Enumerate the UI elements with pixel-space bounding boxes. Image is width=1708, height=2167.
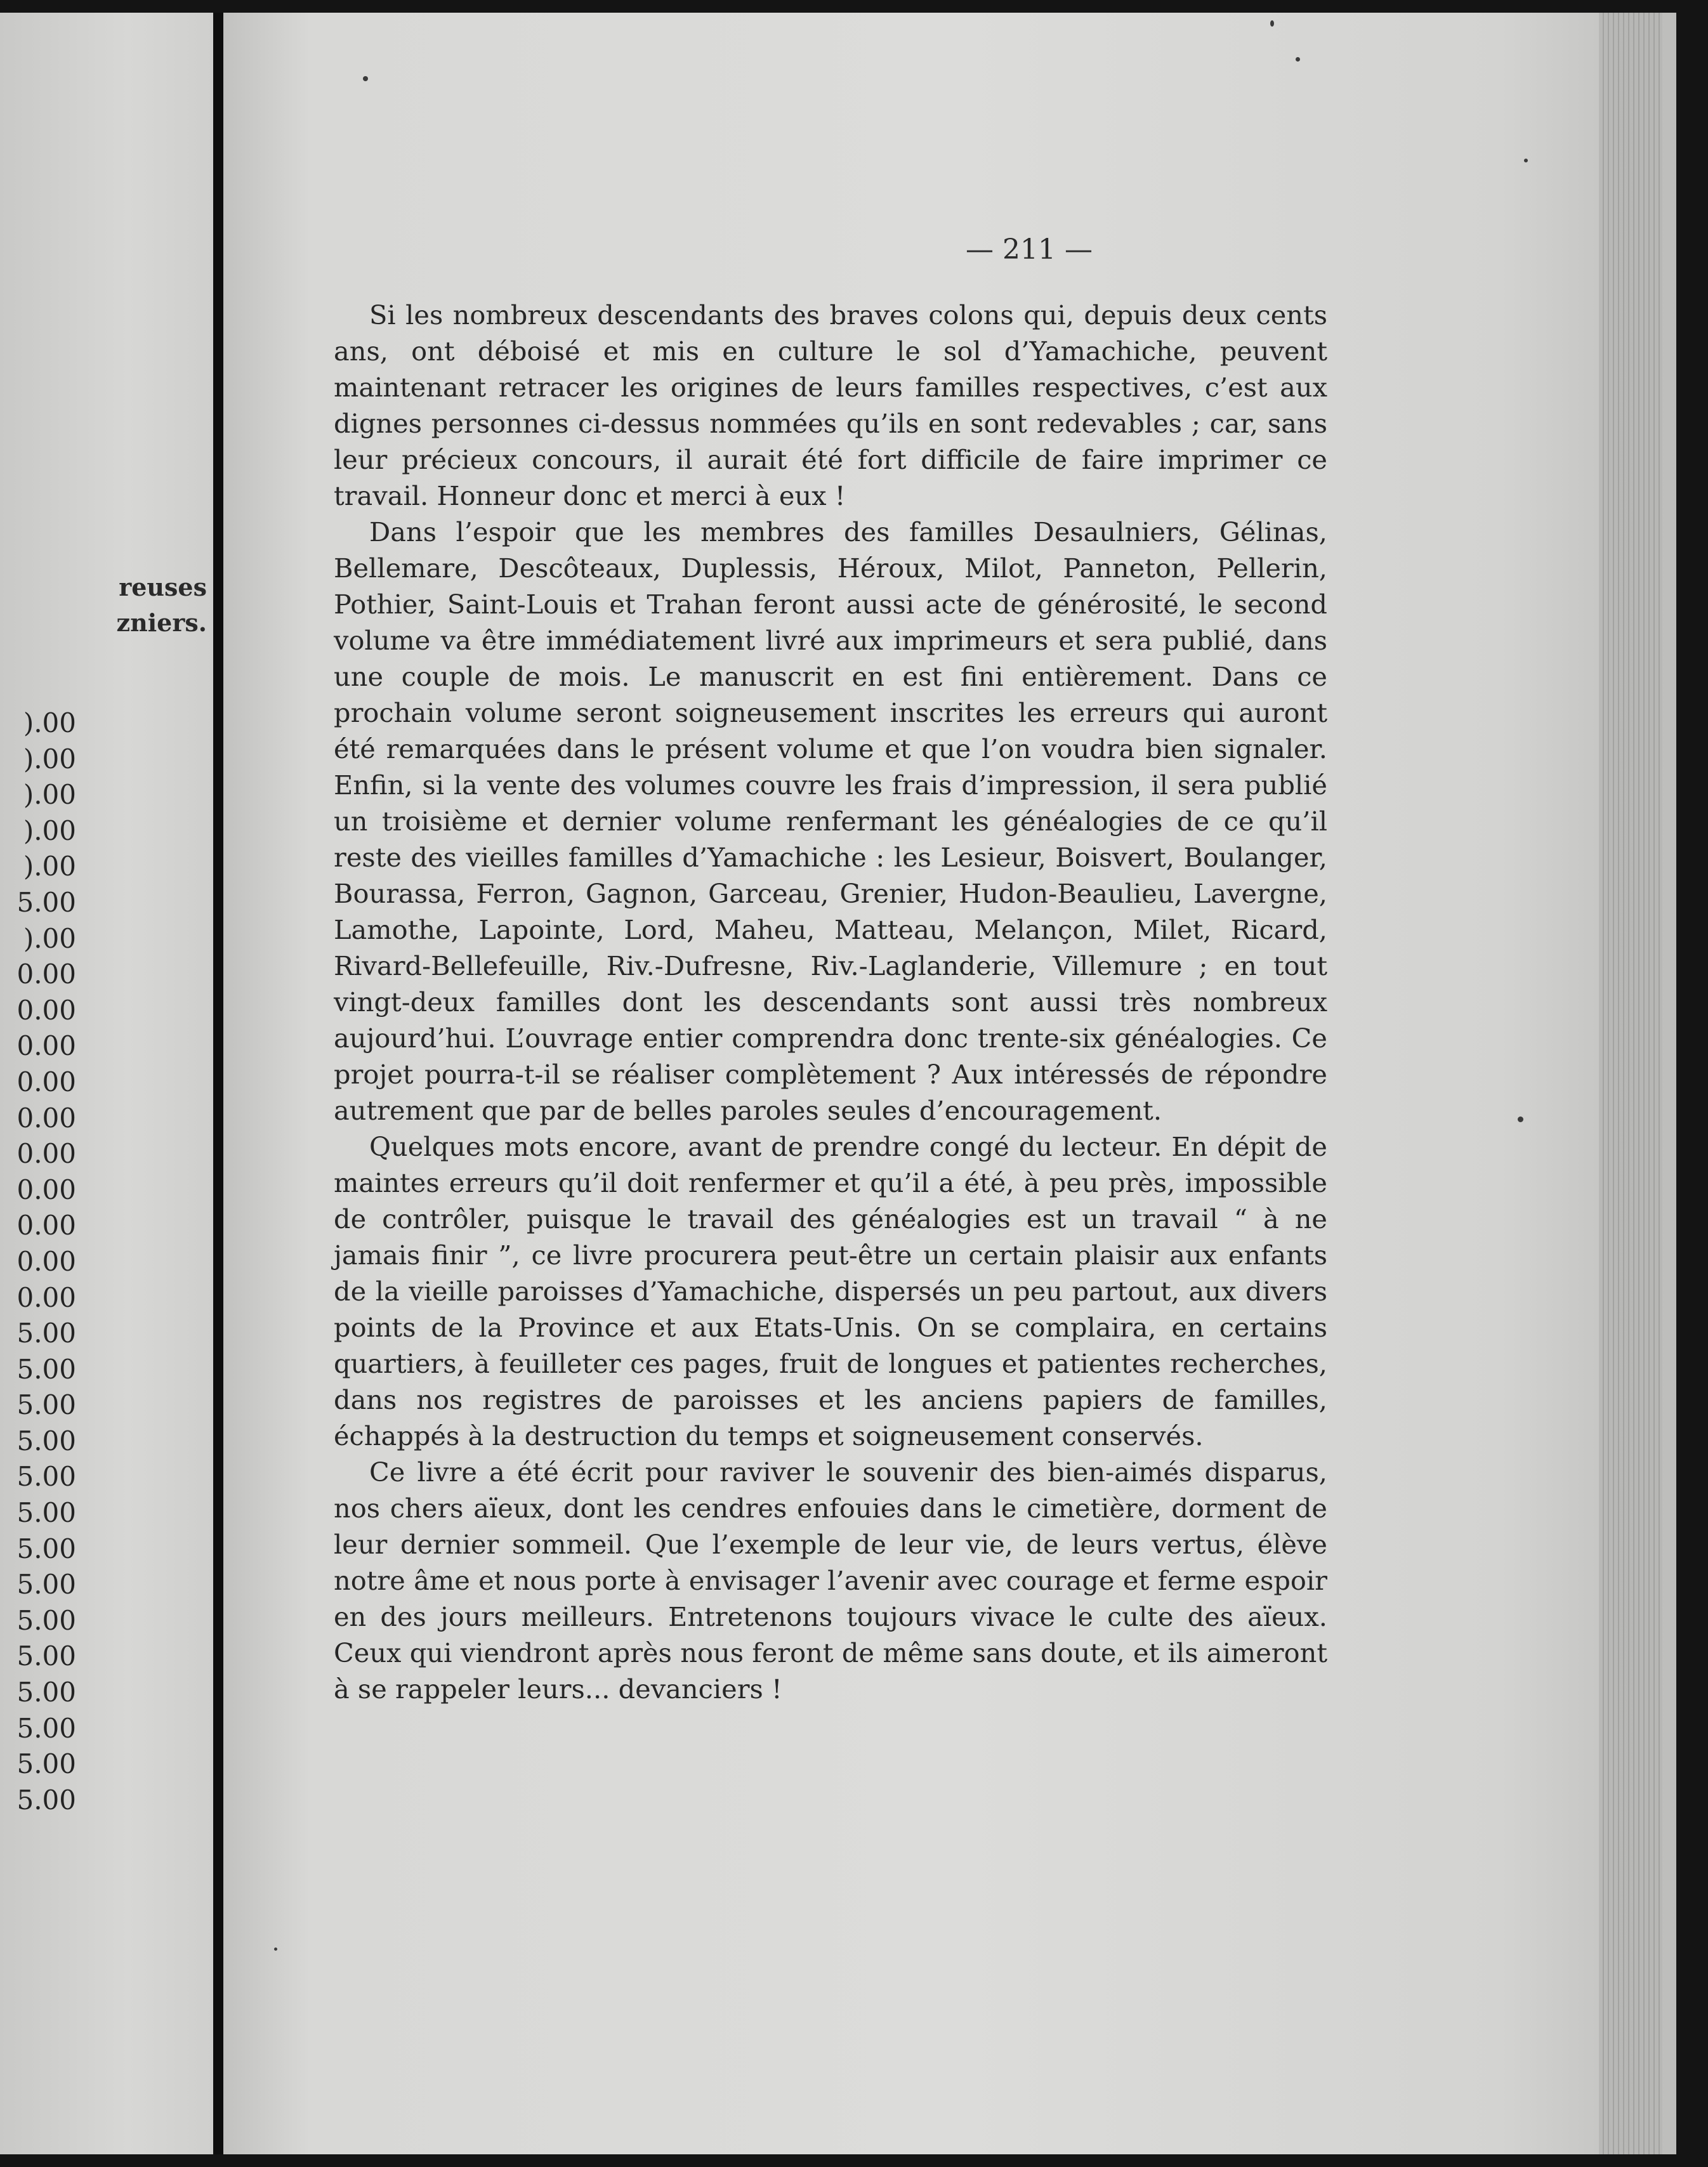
- left-value: 5.00: [16, 1569, 76, 1601]
- left-value: ).00: [23, 922, 76, 954]
- left-value: 5.00: [16, 1533, 76, 1564]
- left-value: 0.00: [16, 1210, 76, 1241]
- left-value: 0.00: [16, 1281, 76, 1313]
- left-header-line-1: reuses: [119, 573, 207, 601]
- left-values-column: [0, 705, 76, 1818]
- left-value: 0.00: [16, 1174, 76, 1205]
- body-text: [334, 297, 1327, 1707]
- book-gutter: [213, 13, 223, 2154]
- left-value: ).00: [23, 743, 76, 775]
- left-value: 0.00: [16, 1102, 76, 1134]
- paragraph-2: Dans l’espoir que les membres des familles Desaulniers, Gélinas, Bellemare, Descôteaux, Duplessis, Héroux, Milot, Panneton, Pellerin, Pothier, Saint-Louis et Trahan feront aussi acte de générosité, le second volume va être immédiatement livré aux imprimeurs et sera publié, dans une couple de mois. Le manuscrit en est fini entièrement. Dans ce prochain volume seront soigneusement inscrites les erreurs qui auront été remarquées dans le présent volume et que l’on voudra bien signaler. Enfin, si la vente des volumes couvre les frais d’impression, il sera publié un troisième et dernier volume renfermant les généalogies de ce qu’il reste des vieilles familles d’Yamachiche : les Lesieur, Boisvert, Boulanger, Bourassa, Ferron, Gagnon, Garceau, Grenier, Hudon-Beaulieu, Lavergne, Lamothe, Lapointe, Lord, Maheu, Matteau, Melançon, Milet, Ricard, Rivard-Bellefeuille, Riv.-Dufresne, Riv.-Laglanderie, Villemure ; en tout vingt-deux familles dont les descendants sont aussi très nombreux aujourd’hui. L’ouvrage entier comprendra donc trente-six généalogies. Ce projet pourra-t-il se réaliser complètement ? Aux intéressés de répondre autrement que par de belles paroles seules d’encouragement.: [334, 516, 1327, 1126]
- left-header-line-2: zniers.: [116, 608, 207, 637]
- left-value: 5.00: [16, 1604, 76, 1636]
- left-value: 5.00: [16, 1677, 76, 1708]
- left-value: 5.00: [16, 1461, 76, 1493]
- left-value: 5.00: [16, 1640, 76, 1672]
- left-value: 5.00: [16, 1425, 76, 1457]
- paragraph-4: Ce livre a été écrit pour raviver le souvenir des bien-aimés disparus, nos chers aïeux, dont les cendres enfouies dans le cimetière, dorment de leur dernier sommeil. Que l’exemple de leur vie, de leurs vertus, élève notre âme et nous porte à envisager l’avenir avec courage et ferme espoir en des jours meilleurs. Entretenons toujours vivace le culte des aïeux. Ceux qui viendront après nous feront de même sans doute, et ils aimeront à se rappeler leurs... devanciers !: [334, 1457, 1327, 1705]
- left-value: ).00: [23, 779, 76, 811]
- left-value: 0.00: [16, 1030, 76, 1062]
- left-value: 5.00: [16, 1318, 76, 1349]
- left-value: 5.00: [16, 886, 76, 918]
- left-value: 5.00: [16, 1389, 76, 1421]
- paragraph-1: Si les nombreux descendants des braves colons qui, depuis deux cents ans, ont déboisé et mis en culture le sol d’Yamachiche, peuvent maintenant retracer les origines de leurs familles respectives, c’est aux dignes personnes ci-dessus nommées qu’ils en sont redevables ; car, sans leur précieux concours, il aurait été fort difficile de faire imprimer ce travail. Honneur donc et merci à eux !: [334, 299, 1327, 511]
- page-edge-stack: [1599, 13, 1662, 2154]
- left-value: 5.00: [16, 1353, 76, 1385]
- left-value: 5.00: [16, 1784, 76, 1816]
- left-value: 0.00: [16, 1138, 76, 1170]
- right-page: [223, 13, 1676, 2154]
- left-page-fragment: [0, 13, 213, 2154]
- left-value: ).00: [23, 815, 76, 846]
- left-value: 5.00: [16, 1712, 76, 1744]
- left-value: 5.00: [16, 1497, 76, 1529]
- left-value: 0.00: [16, 994, 76, 1026]
- left-value: ).00: [23, 707, 76, 738]
- left-value: 0.00: [16, 959, 76, 990]
- left-value: 0.00: [16, 1245, 76, 1277]
- left-value: ).00: [23, 851, 76, 882]
- left-value: 0.00: [16, 1066, 76, 1097]
- paragraph-3: Quelques mots encore, avant de prendre congé du lecteur. En dépit de maintes erreurs qu’il doit renfermer et qu’il a été, à peu près, impossible de contrôler, puisque le travail des généalogies est un travail “ à ne jamais finir ”, ce livre procurera peut-être un certain plaisir aux enfants de la vieille paroisses d’Yamachiche, dispersés un peu partout, aux divers points de la Province et aux Etats-Unis. On se complaira, en certains quartiers, à feuilleter ces pages, fruit de longues et patientes recherches, dans nos registres de paroisses et les anciens papiers de familles, échappés à la destruction du temps et soigneusement conservés.: [334, 1131, 1327, 1451]
- page-number: — 211 —: [966, 233, 1093, 266]
- left-value: 5.00: [16, 1748, 76, 1780]
